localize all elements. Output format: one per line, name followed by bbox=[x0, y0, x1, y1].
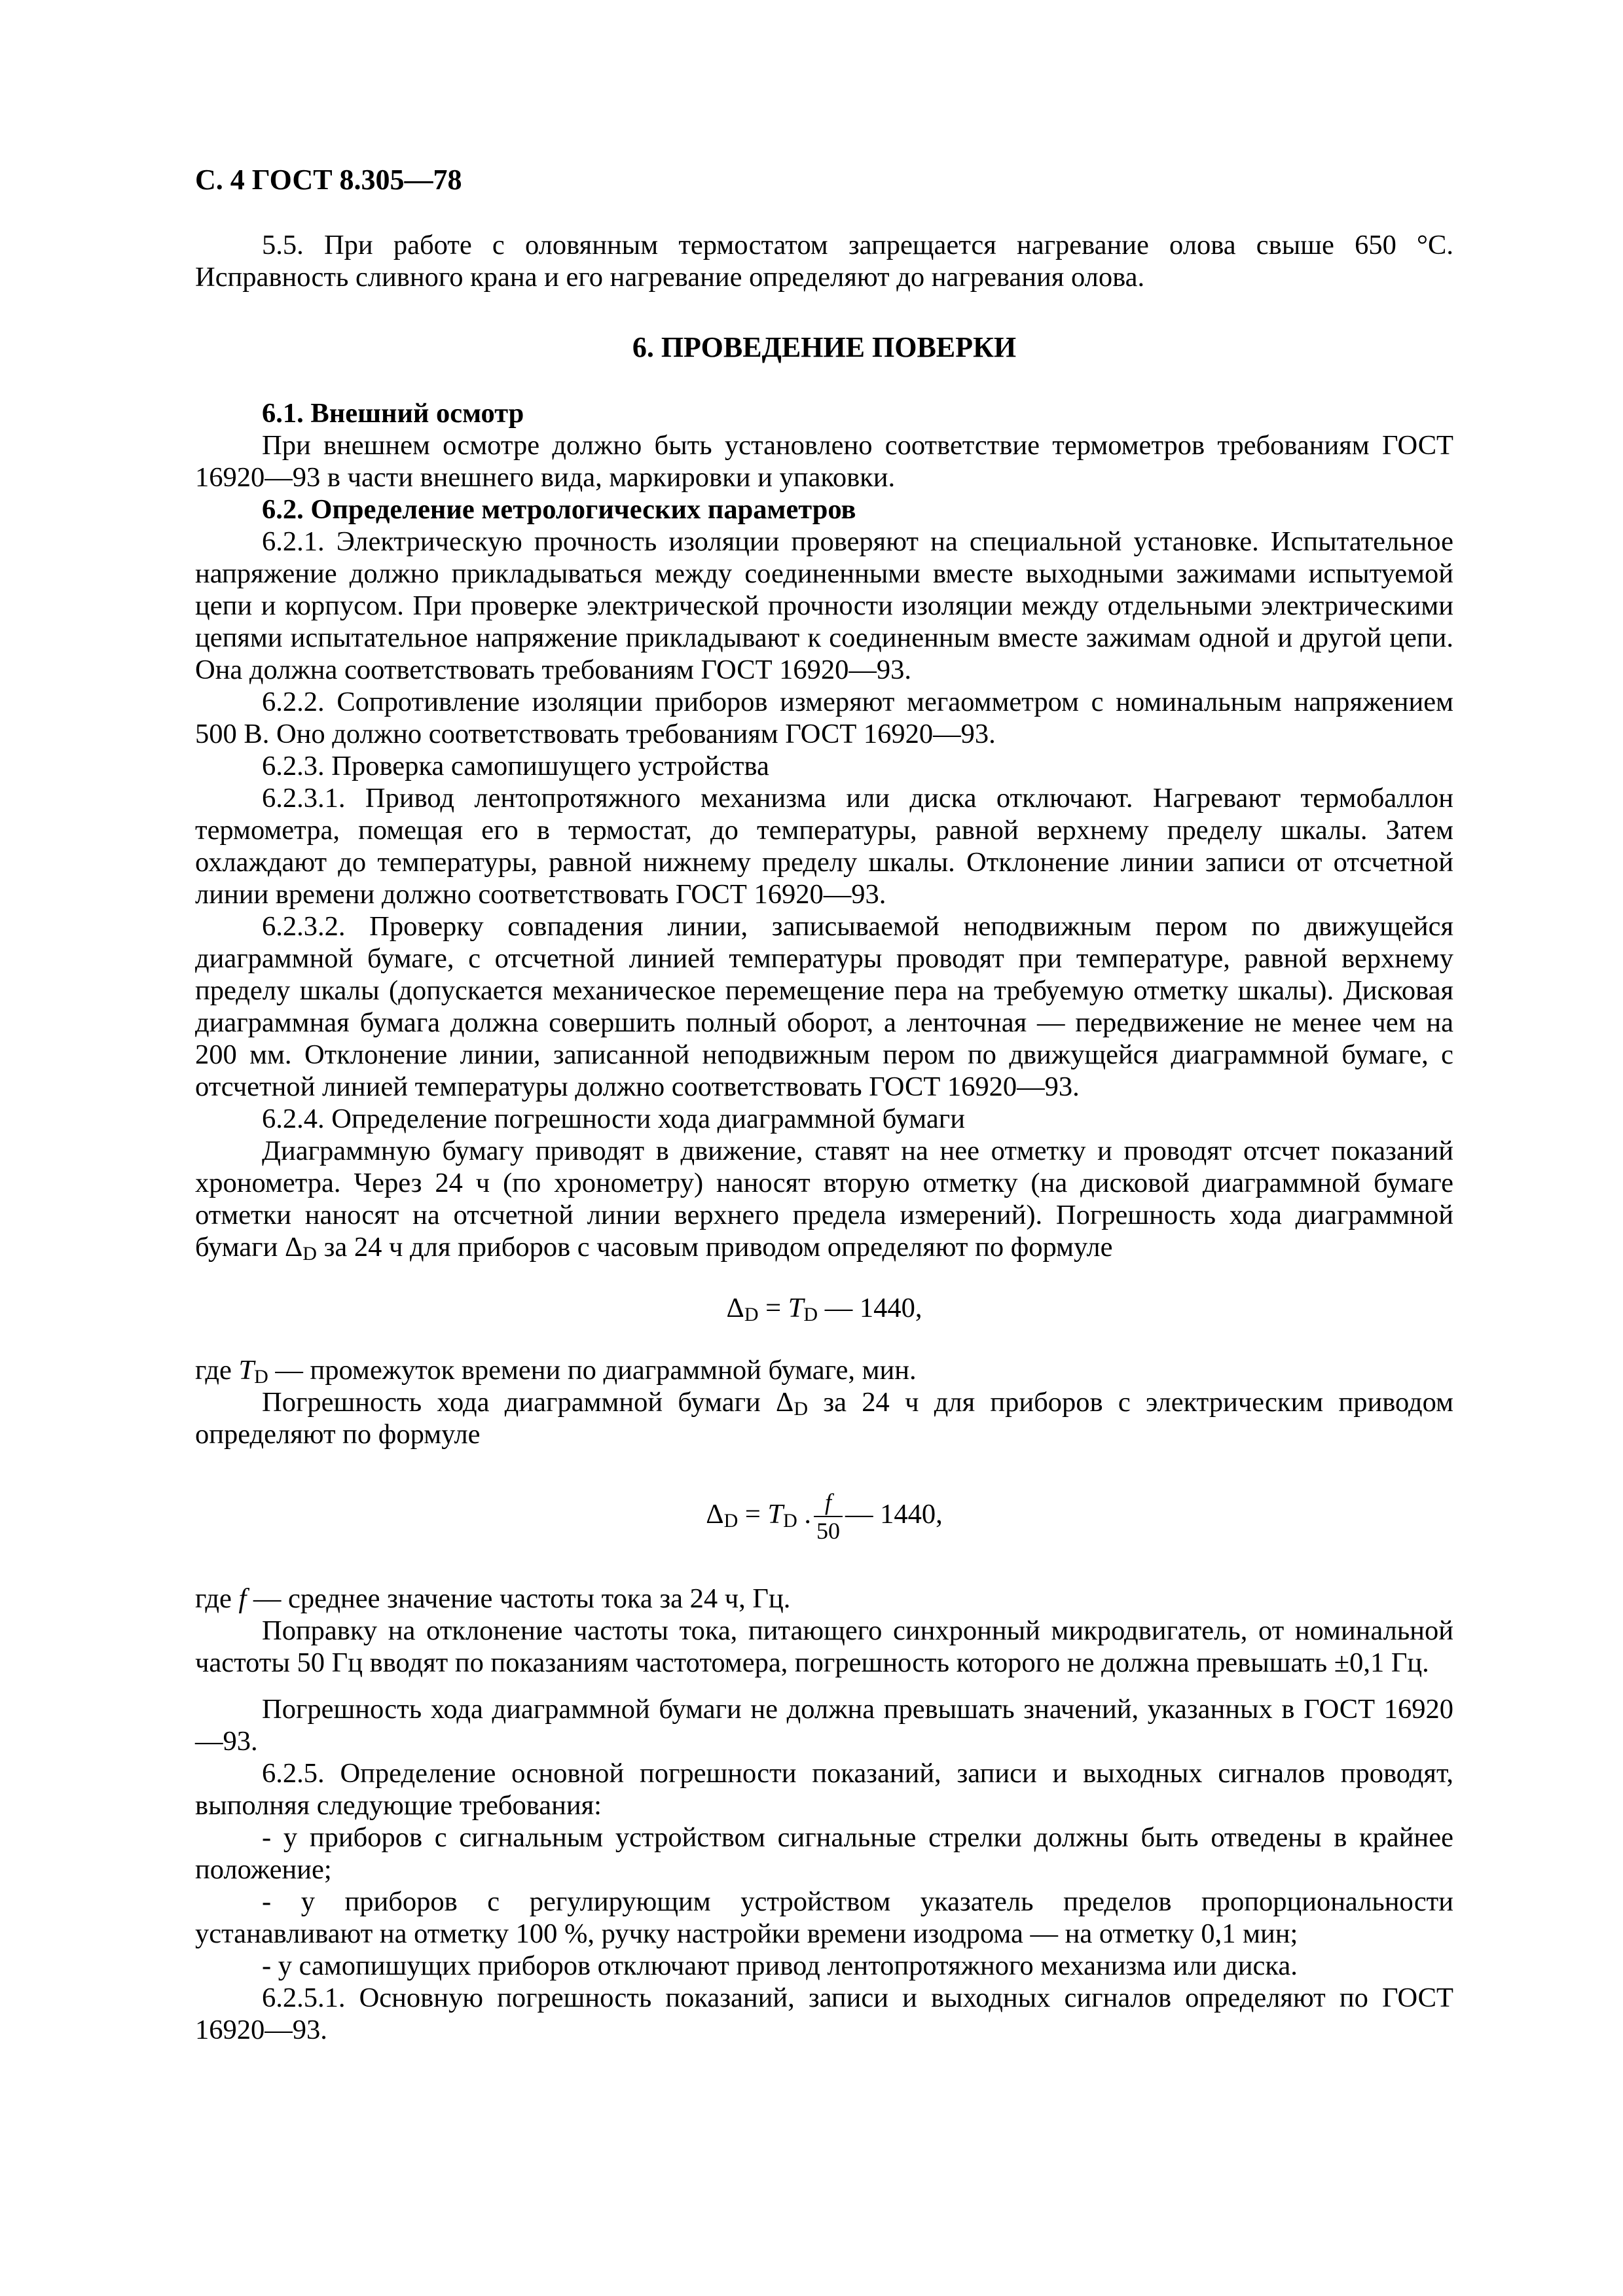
text-segment: — среднее значение частоты тока за 24 ч, Гц. bbox=[246, 1583, 791, 1614]
formula-1 bbox=[195, 1292, 1453, 1324]
paragraph-6-2-5: 6.2.5. Определение основной погрешности показаний, записи и выходных сигналов проводят, выполняя следующие требования: bbox=[195, 1758, 1453, 1821]
fraction-denominator: 50 bbox=[816, 1518, 841, 1544]
paragraph-error-limit: Погрешность хода диаграммной бумаги не должна превышать значений, указанных в ГОСТ 16920—93. bbox=[195, 1694, 1453, 1757]
formula-symbol: T bbox=[788, 1293, 804, 1323]
text-segment: — промежуток времени по диаграммной бумаге, мин. bbox=[268, 1355, 917, 1386]
paragraph-5-5: 5.5. При работе с оловянным термостатом запрещается нагревание олова свыше 650 °С. Исправность сливного крана и его нагревание определяют до нагревания олова. bbox=[195, 230, 1453, 293]
formula-symbol: = bbox=[738, 1498, 768, 1530]
subscript-d: D bbox=[302, 1243, 317, 1265]
fraction bbox=[814, 1488, 843, 1545]
subscript-d: D bbox=[254, 1366, 268, 1388]
section-title: 6. ПРОВЕДЕНИЕ ПОВЕРКИ bbox=[632, 331, 1017, 363]
paragraph-6-2-4: 6.2.4. Определение погрешности хода диаграммной бумаги bbox=[262, 1103, 965, 1134]
subscript-d: D bbox=[793, 1398, 809, 1420]
paragraph-6-2-4-electric bbox=[195, 1386, 1453, 1450]
formula-2-explanation bbox=[195, 1583, 1453, 1615]
subscript-d: D bbox=[803, 1304, 818, 1325]
formula-symbol: Δ bbox=[706, 1498, 724, 1530]
subscript-d: D bbox=[723, 1509, 739, 1532]
text-segment: Погрешность хода диаграммной бумаги Δ bbox=[262, 1387, 794, 1418]
text-segment: Диаграммную бумагу приводят в движение, ставят на нее отметку и проводят отсчет показаний хронометра. Через 24 ч (по хронометру) наносят вторую отметку (на дисковой диаграммной бумаге отметки наносят на отсчетной линии верхнего предела измерений). Погрешность хода диаграммной бумаги Δ bbox=[195, 1136, 1453, 1263]
formula-symbol: = bbox=[758, 1293, 788, 1323]
formula-symbol: — 1440, bbox=[845, 1498, 943, 1530]
formula-symbol: f bbox=[238, 1583, 247, 1614]
fraction-numerator: f bbox=[814, 1488, 843, 1517]
text-segment: где bbox=[195, 1583, 239, 1614]
subscript-d: D bbox=[744, 1304, 759, 1325]
formula-symbol: T bbox=[767, 1498, 784, 1530]
text-segment: за 24 ч для приборов с часовым приводом определяют по формуле bbox=[316, 1232, 1113, 1263]
subheading-6-1: 6.1. Внешний осмотр bbox=[262, 398, 524, 429]
paragraph-6-2-5-1: 6.2.5.1. Основную погрешность показаний, записи и выходных сигналов определяют по ГОСТ 16920—93. bbox=[195, 1982, 1453, 2045]
paragraph-6-2-3-2: 6.2.3.2. Проверку совпадения линии, записываемой неподвижным пером по движущейся диаграммной бумаге, с отсчетной линией температуры проводят при температуре, равной верхнему пределу шкалы (допускается механическое перемещение пера на требуемую отметку шкалы). Дисковая диаграммная бумага должна совершить полный оборот, а ленточная — передвижение не менее чем на 200 мм. Отклонение линии, записанной неподвижным пером по движущейся диаграммной бумаге, с отсчетной линией температуры должно соответствовать ГОСТ 16920—93. bbox=[195, 911, 1453, 1102]
paragraph-6-2-3-1: 6.2.3.1. Привод лентопротяжного механизма или диска отключают. Нагревают термобаллон термометра, помещая его в термостат, до температуры, равной верхнему пределу шкалы. Затем охлаждают до температуры, равной нижнему пределу шкалы. Отклонение линии записи от отсчетной линии времени должно соответствовать ГОСТ 16920—93. bbox=[195, 783, 1453, 910]
text-segment: за 24 ч для приборов с электрическим приводом определяют по формуле bbox=[195, 1387, 1453, 1450]
paragraph-frequency-correction: Поправку на отклонение частоты тока, питающего синхронный микродвигатель, от номинальной частоты 50 Гц вводят по показаниям частотомера, погрешность которого не должна превышать ±0,1 Гц. bbox=[195, 1615, 1453, 1678]
formula-2 bbox=[195, 1488, 1453, 1545]
running-head: С. 4 ГОСТ 8.305—78 bbox=[195, 164, 462, 196]
paragraph-6-2-1: 6.2.1. Электрическую прочность изоляции проверяют на специальной установке. Испытательное напряжение должно прикладываться между соединенными вместе выходными зажимами испытуемой цепи и корпусом. При проверке электрической прочности изоляции между отдельными электрическими цепями испытательное напряжение прикладывают к соединенным вместе зажимам одной и другой цепи. Она должна соответствовать требованиям ГОСТ 16920—93. bbox=[195, 526, 1453, 685]
subheading-6-2: 6.2. Определение метрологических параметров bbox=[262, 494, 856, 525]
requirement-item: - у самопишущих приборов отключают привод лентопротяжного механизма или диска. bbox=[262, 1950, 1298, 1981]
formula-symbol: Δ bbox=[726, 1293, 744, 1323]
paragraph-6-2-3: 6.2.3. Проверка самопишущего устройства bbox=[262, 751, 769, 781]
subscript-d: D bbox=[783, 1509, 797, 1532]
paragraph-6-2-4-text bbox=[195, 1135, 1453, 1263]
document-page bbox=[195, 164, 1453, 2046]
formula-symbol: T bbox=[238, 1355, 255, 1386]
requirement-item: - у приборов с сигнальным устройством сигнальные стрелки должны быть отведены в крайнее положение; bbox=[195, 1822, 1453, 1885]
text-segment: где bbox=[195, 1355, 239, 1386]
formula-1-explanation bbox=[195, 1354, 1453, 1386]
paragraph-6-1: При внешнем осмотре должно быть установлено соответствие термометров требованиям ГОСТ 16920—93 в части внешнего вида, маркировки и упаковки. bbox=[195, 430, 1453, 493]
formula-symbol: — 1440, bbox=[818, 1293, 922, 1323]
paragraph-6-2-2: 6.2.2. Сопротивление изоляции приборов измеряют мегаомметром с номинальным напряжением 500 В. Оно должно соответствовать требованиям ГОСТ 16920—93. bbox=[195, 687, 1453, 749]
requirement-item: - у приборов с регулирующим устройством указатель пределов пропорциональности устанавливают на отметку 100 %, ручку настройки времени изодрома — на отметку 0,1 мин; bbox=[195, 1886, 1453, 1949]
formula-symbol: . bbox=[797, 1498, 812, 1530]
